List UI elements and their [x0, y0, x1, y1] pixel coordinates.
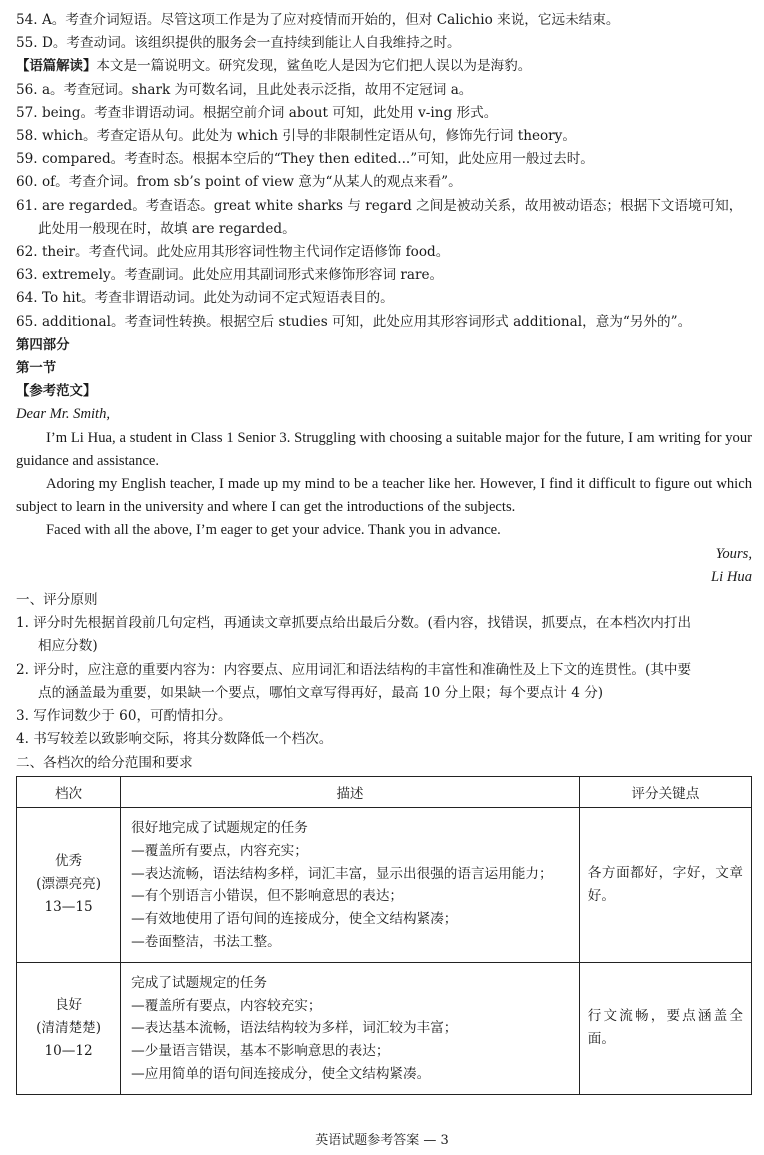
level-cell	[17, 808, 121, 963]
table-row	[17, 808, 752, 963]
grading-table	[16, 776, 752, 1095]
part-heading: 第四部分	[16, 337, 70, 353]
answer-line: 58. which。考查定语从句。此处为 which 引导的非限制性定语从句，修饰先行词 theory。	[16, 128, 576, 145]
section-heading: 第一节	[16, 361, 57, 377]
level-name: 优秀	[54, 853, 83, 870]
answer-line: 64. To hit。考查非谓语动词。此处为动词不定式短语表目的。	[16, 290, 394, 307]
description-line: —表达流畅，语法结构多样，词汇丰富，显示出很强的语言运用能力；	[131, 865, 553, 882]
answer-line: 57. being。考查非谓语动词。根据空前介词 about 可知，此处用 v-ing 形式。	[16, 104, 498, 121]
answer-line: 54. A。考查介词短语。尽管这项工作是为了应对疫情而开始的，但对 Calichio 来说，它远未结束。	[16, 12, 620, 28]
table-row	[17, 962, 752, 1094]
answer-page	[16, 9, 752, 775]
principle-item-continued: 点的涵盖最为重要，如果缺一个要点，哪怕文章写得再好，最高 10 分上限；每个要点计 4 分)	[38, 684, 604, 701]
letter-salutation: Dear Mr. Smith,	[16, 406, 111, 423]
letter-paragraph: Adoring my English teacher, I made up my mind to be a teacher like her. However, I find it difficult to figure out which subject to learn in the university and where I can get the introductions of the subjects.	[16, 476, 752, 516]
description-line: —覆盖所有要点，内容较充实；	[131, 997, 322, 1014]
answer-line: 63. extremely。考查副词。此处应用其副词形式来修饰形容词 rare。	[16, 267, 444, 284]
levels-title: 二、各档次的给分范围和要求	[16, 754, 193, 771]
level-cell	[17, 962, 121, 1094]
principle-item-continued: 相应分数)	[38, 638, 98, 655]
description-line: —表达基本流畅，语法结构较为多样，词汇较为丰富；	[131, 1020, 458, 1037]
letter-closing: Yours,	[715, 545, 752, 562]
description-cell	[121, 962, 580, 1094]
principles-title: 一、评分原则	[16, 592, 98, 609]
page-footer: 英语试题参考答案 — 3	[315, 1133, 449, 1148]
level-note: (清清楚楚)	[36, 1019, 102, 1036]
letter-paragraph: Faced with all the above, I’m eager to get your advice. Thank you in advance.	[46, 522, 501, 539]
answer-line: 59. compared。考查时态。根据本空后的“They then edited...”可知，此处应用一般过去时。	[16, 151, 594, 168]
description-line: 完成了试题规定的任务	[131, 974, 268, 991]
description-line: —应用简单的语句间连接成分，使全文结构紧凑。	[131, 1065, 431, 1082]
passage-analysis	[16, 55, 752, 78]
answer-line: 60. of。考查介词。from sb’s point of view 意为“从某人的观点来看”。	[16, 174, 462, 191]
principle-item: 4. 书写较差以致影响交际，将其分数降低一个档次。	[16, 731, 333, 748]
answer-line-continued: 此处用一般现在时，故填 are regarded。	[38, 220, 296, 237]
description-line: 很好地完成了试题规定的任务	[131, 820, 308, 836]
principle-item: 2. 评分时，应注意的重要内容为：内容要点、应用词汇和语法结构的丰富性和准确性及上下文的连贯性。(其中要	[16, 661, 692, 678]
key-points-cell: 行文流畅，要点涵盖全面。	[579, 962, 751, 1094]
answer-line: 62. their。考查代词。此处应用其形容词性物主代词作定语修饰 food。	[16, 244, 450, 261]
description-line: —少量语言错误，基本不影响意思的表达；	[131, 1043, 390, 1060]
level-note: (漂漂亮亮)	[36, 876, 102, 893]
sample-letter	[16, 403, 752, 589]
principle-item: 1. 评分时先根据首段前几句定档，再通读文章抓要点给出最后分数。(看内容，找错误，抓要点，在本档次内打出	[16, 615, 692, 632]
principle-item: 3. 写作词数少于 60，可酌情扣分。	[16, 708, 232, 725]
analysis-label: 【语篇解读】	[16, 59, 97, 75]
answer-line: 65. additional。考查词性转换。根据空后 studies 可知，此处应用其形容词形式 additional，意为“另外的”。	[16, 313, 692, 330]
answer-line: 61. are regarded。考查语态。great white sharks 与 regard 之间是被动关系，故用被动语态；根据下文语境可知，	[16, 197, 743, 214]
description-line: —卷面整洁，书法工整。	[131, 933, 281, 950]
header-description: 描述	[121, 777, 580, 808]
level-name: 良好	[54, 996, 83, 1013]
header-level: 档次	[17, 777, 121, 808]
letter-signature: Li Hua	[711, 568, 752, 585]
analysis-text: 本文是一篇说明文。研究发现，鲨鱼吃人是因为它们把人误以为是海豹。	[96, 58, 532, 75]
answer-line: 55. D。考查动词。该组织提供的服务会一直持续到能让人自我维持之时。	[16, 35, 461, 52]
key-points-cell: 各方面都好，字好，文章好。	[579, 808, 751, 963]
description-cell	[121, 808, 580, 963]
answer-line: 56. a。考查冠词。shark 为可数名词，且此处表示泛指，故用不定冠词 a。	[16, 81, 473, 98]
sample-label: 【参考范文】	[16, 384, 97, 400]
table-header-row	[17, 777, 752, 808]
letter-paragraph: I’m Li Hua, a student in Class 1 Senior 3. Struggling with choosing a suitable major for the future, I am writing for your guidance and assistance.	[16, 429, 752, 469]
description-line: —有效地使用了语句间的连接成分，使全文结构紧凑；	[131, 911, 458, 928]
level-range: 10—12	[44, 1042, 93, 1059]
header-key-points: 评分关键点	[579, 777, 751, 808]
description-line: —覆盖所有要点，内容充实；	[131, 842, 308, 859]
description-line: —有个别语言小错误，但不影响意思的表达；	[131, 888, 404, 905]
level-range: 13—15	[44, 899, 93, 916]
